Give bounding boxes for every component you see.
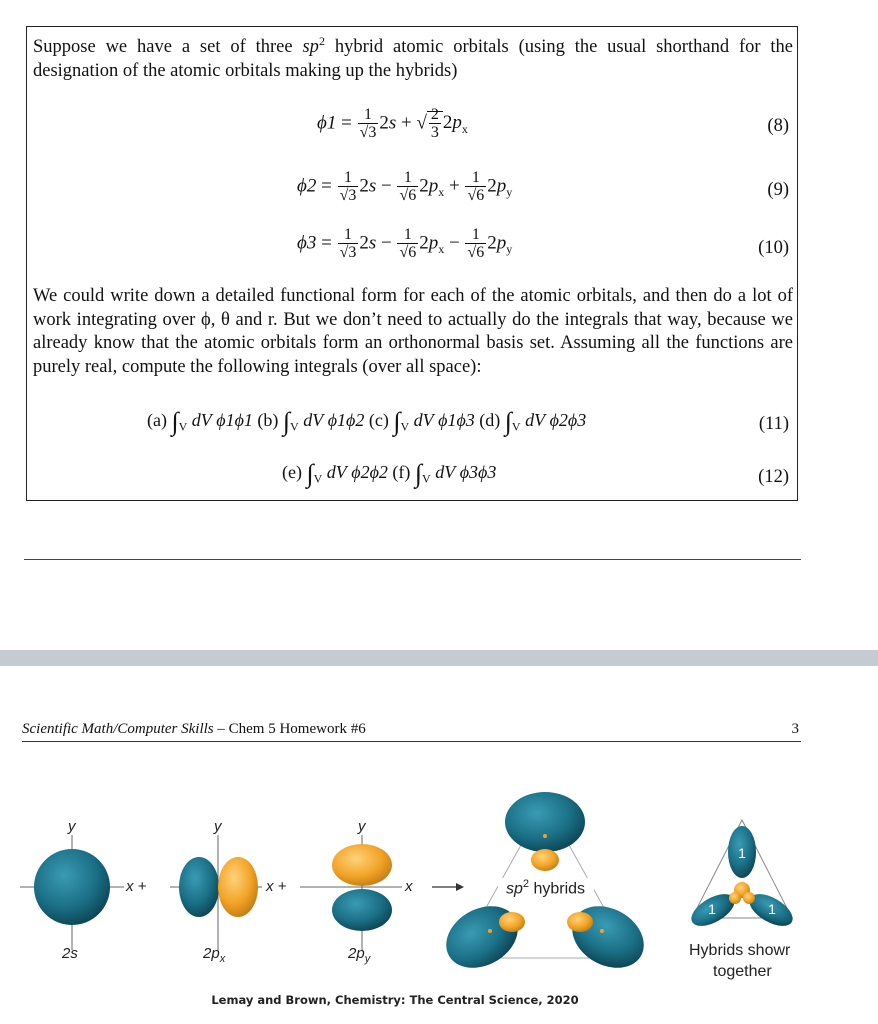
orbital-2py — [300, 835, 402, 950]
equation-9-number: (9) — [767, 180, 789, 200]
lobe-number-left: 1 — [708, 901, 716, 917]
label-2px: $2p_x$ — [203, 945, 226, 965]
equation-11-number: (11) — [758, 414, 789, 434]
reaction-arrow — [432, 883, 464, 891]
hybrids-together-diagram — [686, 820, 798, 932]
integrals-row-1 — [147, 407, 586, 437]
equation-10: ϕ3 = $\frac{1}{√3}$ 2s − $\frac{1}{√6}$ $2p_x$ − $\frac{1}{√6}$ $2p_y$ — [297, 226, 513, 261]
hybrids-shown-line2: together — [713, 963, 772, 980]
problem-intro: Suppose we have a set of three $sp^2$ hybrid atomic orbitals (using the usual shorthand for the designation of the atomic orbitals making up the hybrids) — [33, 34, 793, 81]
integral-f: (f) $\int_V$ dV ϕ3ϕ3 — [392, 459, 497, 488]
integral-a: (a) $\int_V$ dV ϕ1ϕ1 — [147, 407, 253, 436]
equation-8-number: (8) — [767, 116, 789, 136]
page-number: 3 — [791, 721, 799, 737]
sp2-hybrids-label: $sp^2$ hybrids — [506, 878, 586, 898]
axis-y-label-1: y — [68, 818, 76, 835]
label-2py: $2p_y$ — [348, 945, 371, 965]
equation-10-number: (10) — [758, 238, 789, 258]
page-header — [22, 721, 801, 742]
integral-b: (b) $\int_V$ dV ϕ1ϕ2 — [257, 407, 365, 436]
x-plus-label-2: x + — [266, 878, 287, 895]
page-separator — [24, 559, 801, 560]
label-2s: 2s — [62, 945, 78, 962]
problem-box — [26, 26, 798, 501]
axis-y-label-2: y — [214, 818, 222, 835]
orbital-2px — [170, 835, 262, 950]
problem-paragraph: We could write down a detailed functional form for each of the atomic orbitals, and then do a lot of work integrating over ϕ, θ and r. But we don’t need to actually do the integrals that way, because we already know that the atomic orbitals form an orthonormal basis set. Assuming all the functions are purely real, compute the following integrals (over all space): — [33, 286, 793, 377]
orbital-2s — [20, 835, 124, 950]
lobe-number-top: 1 — [738, 845, 746, 861]
integral-e: (e) $\int_V$ dV ϕ2ϕ2 — [282, 459, 388, 488]
hybrids-shown-line1: Hybrids showr — [689, 942, 791, 959]
x-plus-label-1: x + — [126, 878, 147, 895]
equation-12-number: (12) — [758, 467, 789, 487]
header-title: Scientific Math/Computer Skills – Chem 5 Homework #6 — [22, 721, 366, 737]
figure-credit: Lemay and Brown, Chemistry: The Central Science, 2020 — [211, 993, 579, 1007]
lobe-number-right: 1 — [768, 901, 776, 917]
axis-y-label-3: y — [358, 818, 366, 835]
integral-c: (c) $\int_V$ dV ϕ1ϕ3 — [368, 407, 475, 436]
equation-8: ϕ1 = $\frac{1}{√3}$ 2s + √ $\frac{2}{3}$ $2p_x$ — [317, 106, 468, 141]
integral-d: (d) $\int_V$ dV ϕ2ϕ3 — [479, 407, 587, 436]
integrals-row-2 — [282, 459, 496, 489]
equation-9: ϕ2 = $\frac{1}{√3}$ 2s − $\frac{1}{√6}$ $2p_x$ + $\frac{1}{√6}$ $2p_y$ — [297, 169, 513, 204]
x-arrow-label: x — [405, 878, 413, 895]
page-gap-band — [0, 650, 878, 666]
